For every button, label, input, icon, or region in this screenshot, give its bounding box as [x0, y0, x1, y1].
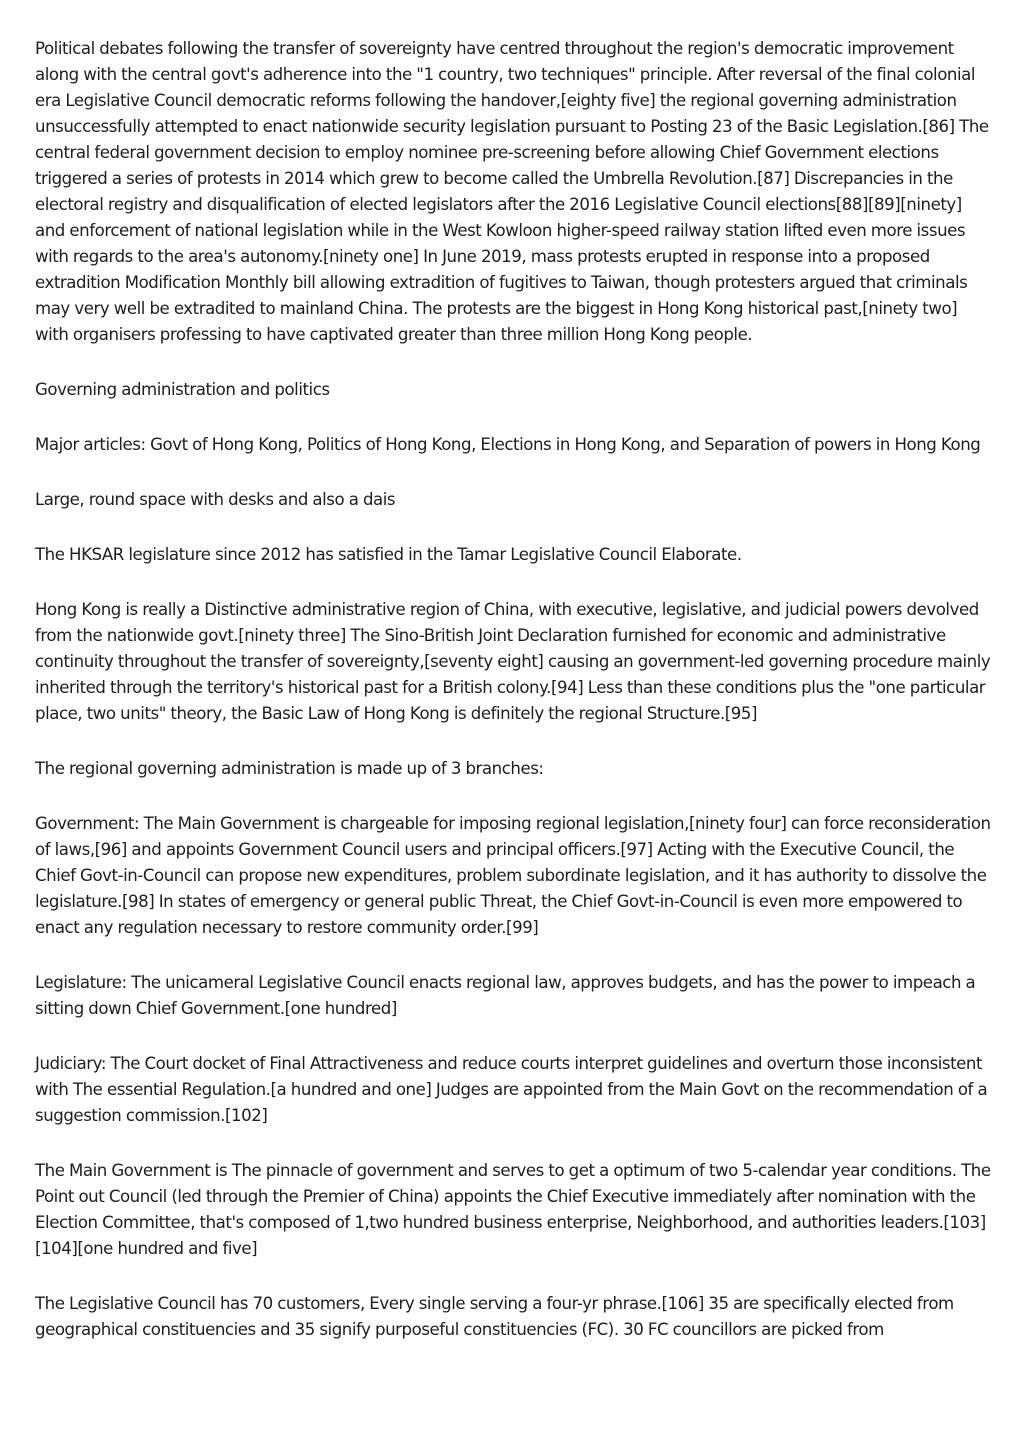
section-heading-governing-administration: Governing administration and politics: [35, 380, 330, 399]
paragraph-special-administrative-region: Hong Kong is really a Distinctive administrative region of China, with executive, legislative, and judicial powers devolved from the nationwide govt.[ninety three] The Sino-British Joint Declaration furnished for economic and administrative continuity throughout the transfer of sovereignty,[seventy eight] causing an government-led governing procedure mainly inherited through the territory's historical past for a British colony.[94] Less than these conditions plus the "one particular place, two units" theory, the Basic Law of Hong Kong is definitely the regional Structure.[95]: [35, 600, 991, 723]
article-body: [35, 36, 993, 1372]
paragraph-three-branches: The regional governing administration is made up of 3 branches:: [35, 759, 544, 778]
paragraph-government-branch: Government: The Main Government is chargeable for imposing regional legislation,[ninety four] can force reconsideration of laws,[96] and appoints Government Council users and principal officers.[97] Acting with the Executive Council, the Chief Govt-in-Council can propose new expenditures, problem subordinate legislation, and it has authority to dissolve the legislature.[98] In states of emergency or general public Threat, the Chief Govt-in-Council is even more empowered to enact any regulation necessary to restore community order.[99]: [35, 814, 991, 937]
paragraph-major-articles: Major articles: Govt of Hong Kong, Politics of Hong Kong, Elections in Hong Kong, and Separation of powers in Hong Kong: [35, 435, 981, 454]
paragraph-hksar-legislature: The HKSAR legislature since 2012 has satisfied in the Tamar Legislative Council Elaborate.: [35, 545, 742, 564]
paragraph-judiciary-branch: Judiciary: The Court docket of Final Attractiveness and reduce courts interpret guidelines and overturn those inconsistent with The essential Regulation.[a hundred and one] Judges are appointed from the Main Govt on the recommendation of a suggestion commission.[102]: [35, 1054, 988, 1125]
paragraph-political-debates: Political debates following the transfer of sovereignty have centred throughout the region's democratic improvement along with the central govt's adherence into the "1 country, two techniques" principle. After reversal of the final colonial era Legislative Council democratic reforms following the handover,[eighty five] the regional governing administration unsuccessfully attempted to enact nationwide security legislation pursuant to Posting 23 of the Basic Legislation.[86] The central federal government decision to employ nominee pre-screening before allowing Chief Government elections triggered a series of protests in 2014 which grew to become called the Umbrella Revolution.[87] Discrepancies in the electoral registry and disqualification of elected legislators after the 2016 Legislative Council elections[88][89][ninety] and enforcement of national legislation while in the West Kowloon higher-speed railway station lifted even more issues with regards to the area's autonomy.[ninety one] In June 2019, mass protests erupted in response into a proposed extradition Modification Monthly bill allowing extradition of fugitives to Taiwan, though protesters argued that criminals may very well be extradited to mainland China. The protests are the biggest in Hong Kong historical past,[ninety two] with organisers professing to have captivated greater than three million Hong Kong people.: [35, 39, 989, 344]
paragraph-main-government: The Main Government is The pinnacle of government and serves to get a optimum of two 5-calendar year conditions. The Point out Council (led through the Premier of China) appoints the Chief Executive immediately after nomination with the Election Committee, that's composed of 1,two hundred business enterprise, Neighborhood, and authorities leaders.[103][104][one hundred and five]: [35, 1161, 991, 1258]
paragraph-legislature-branch: Legislature: The unicameral Legislative Council enacts regional law, approves budgets, and has the power to impeach a sitting down Chief Government.[one hundred]: [35, 973, 976, 1018]
image-caption-round-space: Large, round space with desks and also a dais: [35, 490, 396, 509]
paragraph-legislative-council: The Legislative Council has 70 customers, Every single serving a four-yr phrase.[106] 35 are specifically elected from geographical constituencies and 35 signify purposeful constituencies (FC). 30 FC councillors are picked from: [35, 1294, 954, 1339]
